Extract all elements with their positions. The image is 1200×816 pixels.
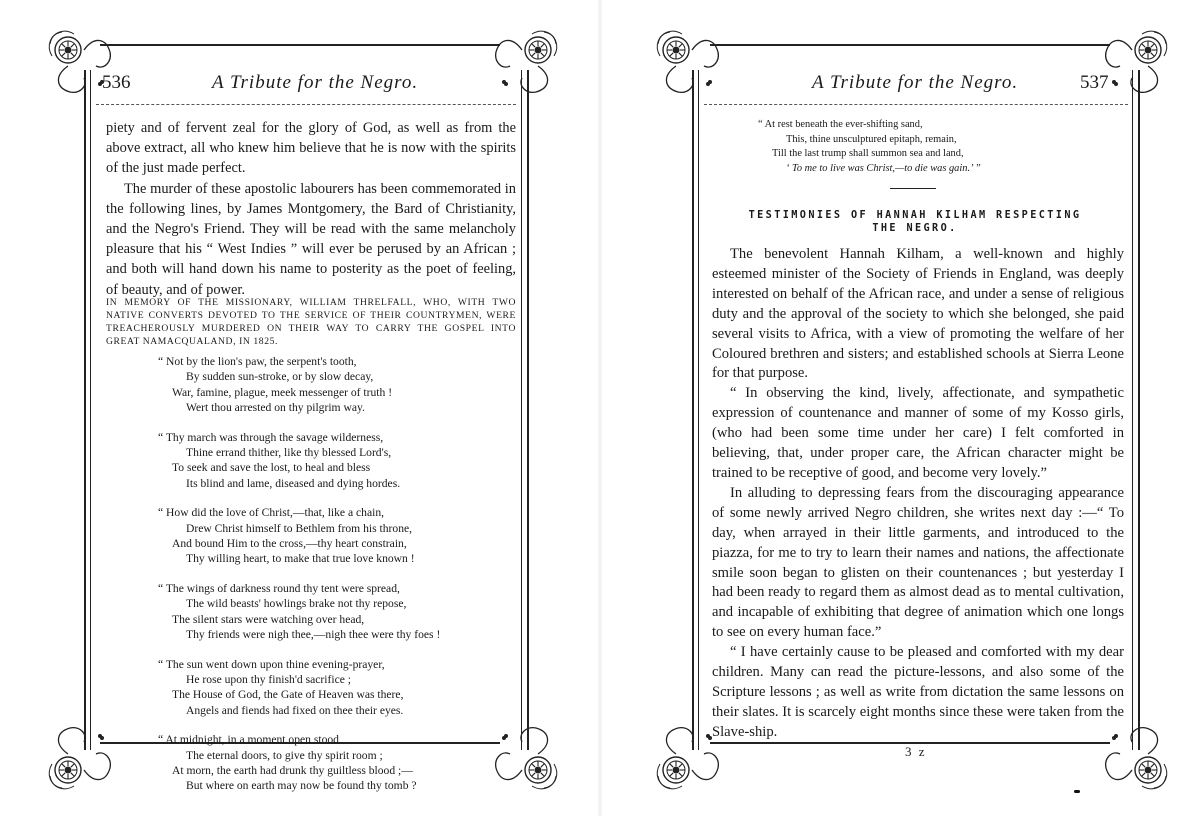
frame-right-edge (527, 70, 529, 750)
right-page (600, 0, 1200, 816)
frame-right-edge-inner (1132, 70, 1133, 750)
corner-ornament-bottom-left (44, 724, 114, 794)
ink-speck (1074, 790, 1080, 793)
poem (158, 354, 508, 808)
poem-stanza (158, 657, 508, 719)
body-text (712, 245, 1124, 743)
poem-line: The eternal doors, to give thy spirit room ; (186, 748, 383, 762)
section-heading-line: TESTIMONIES OF HANNAH KILHAM RESPECTING (748, 210, 1082, 221)
poem-line: “ At midnight, in a moment open stood (158, 733, 339, 747)
section-divider (890, 188, 936, 189)
poem-line: “ Thy march was through the savage wilderness, (158, 430, 384, 444)
poem-line: Wert thou arrested on thy pilgrim way. (186, 401, 365, 415)
poem-line: Thy friends were nigh thee,—nigh thee were thy foes ! (186, 628, 441, 642)
paragraph: The benevolent Hannah Kilham, a well-known and highly esteemed minister of the Society of Friends in England, was deeply interested on behalf of the African race, and under a sense of religious duty and the approval of the society to which she belonged, she paid several visits to Africa, with a view of promoting the welfare of her Coloured brethren and sisters; and established schools at Sierra Leone for that purpose. (712, 246, 1124, 382)
poem-line: At morn, the earth had drunk thy guiltless blood ;— (172, 763, 413, 777)
paragraph: “ I have certainly cause to be pleased and comforted with my dear children. Many can read the picture-lessons, and also some of the Scripture lessons ; as well as write from dictation the same lessons on their slates. It is scarcely eight months since these were taken from the Slave-ship. (712, 644, 1124, 740)
poem-line: He rose upon thy finish'd sacrifice ; (186, 672, 352, 686)
poem-stanza (158, 581, 508, 643)
paragraph: The murder of these apostolic labourers has been commemorated in the following lines, by James Montgomery, the Bard of Christianity, and the Negro's Friend. They will be read with the same melancholy pleasure that his “ West Indies ” will ever be perused by an African ; and both will hand down his name to posterity as the poet of feeling, of beauty, and of power. (106, 180, 516, 298)
paragraph: piety and of fervent zeal for the glory of God, as well as from the above extract, all who knew him believe that he is now with the spirits of the just made perfect. (106, 120, 516, 177)
frame-left-edge (692, 70, 694, 750)
poem-line: By sudden sun-stroke, or by slow decay, (186, 370, 374, 384)
page-number: 536 (102, 72, 131, 93)
frame-left-edge-inner (698, 70, 699, 750)
poem-caption: IN MEMORY OF THE MISSIONARY, WILLIAM THRELFALL, WHO, WITH TWO NATIVE CONVERTS DEVOTED TO THE SERVICE OF THEIR COUNTRYMEN, WERE TREACHEROUSLY MURDERED ON THEIR WAY TO CARRY THE GOSPEL INTO GREAT NAMACQUALAND, IN 1825. (106, 297, 516, 347)
frame-right-edge (1138, 70, 1140, 750)
paragraph: “ In observing the kind, lively, affectionate, and sympathetic expression of countenance and manner of some of my Kosso girls, (who had been some time under her care) I felt comforted in believing, that, under proper care, the African character might be trained to be receptive of good, and become very lovely.” (712, 385, 1124, 481)
poem-line: “ Not by the lion's paw, the serpent's tooth, (158, 355, 357, 368)
poem-stanza (158, 732, 508, 794)
running-head: A Tribute for the Negro. (212, 72, 419, 93)
poem-line: But where on earth may now be found thy tomb ? (186, 779, 417, 793)
poem-line: Drew Christ himself to Bethlem from his throne, (186, 521, 413, 535)
frame-top-edge (100, 44, 500, 46)
frame-left-edge-inner (90, 70, 91, 750)
poem-line: “ How did the love of Christ,—that, like a chain, (158, 506, 385, 520)
corner-ornament-top-left (652, 26, 722, 96)
poem-line: The silent stars were watching over head, (172, 612, 365, 626)
page-number: 537 (1080, 72, 1109, 93)
frame-right-edge-inner (521, 70, 522, 750)
poem-stanza (158, 430, 508, 492)
header-rule (96, 104, 516, 105)
frame-left-edge (84, 70, 86, 750)
epitaph-line: ‘ To me to live was Christ,—to die was gain.’ ” (786, 162, 981, 174)
poem-line: Thy willing heart, to make that true love known ! (186, 552, 415, 566)
poem-line: And bound Him to the cross,—thy heart constrain, (172, 537, 407, 551)
running-head: A Tribute for the Negro. (812, 72, 1019, 93)
poem-line: War, famine, plague, meek messenger of truth ! (172, 385, 393, 399)
signature-mark: 3 z (905, 744, 927, 759)
poem-line: Angels and fiends had fixed on thee their eyes. (186, 703, 404, 717)
frame-top-edge (710, 44, 1110, 46)
poem-line: Its blind and lame, diseased and dying hordes. (186, 476, 401, 490)
epitaph-line: This, thine unsculptured epitaph, remain, (786, 133, 957, 145)
poem-line: To seek and save the lost, to heal and bless (172, 461, 371, 475)
epitaph-line: “ At rest beneath the ever-shifting sand, (758, 119, 923, 130)
epitaph-line: Till the last trump shall summon sea and land, (772, 148, 964, 160)
paragraph: In alluding to depressing fears from the discouraging appearance of some newly arrived Negro children, she writes next day :—“ To day, when arrayed in their little garments, and introduced to the piazza, for me to try to learn their names and nations, the affectionate smile soon began to glisten on their countenances ; but yesterday I had been ready to regard them as almost dead as to mental cultivation, and incapable of exhibiting that degree of animation which one longs to see on every human face.” (712, 484, 1124, 641)
body-text (106, 118, 516, 300)
epitaph (758, 118, 1098, 176)
header-rule (704, 104, 1128, 105)
poem-line: “ The wings of darkness round thy tent were spread, (158, 581, 400, 595)
poem-stanza (158, 505, 508, 567)
section-heading (710, 209, 1120, 235)
poem-line: “ The sun went down upon thine evening-prayer, (158, 657, 385, 671)
poem-line: The wild beasts' howlings brake not thy repose, (186, 597, 407, 611)
poem-line: Thine errand thither, like thy blessed Lord's, (186, 446, 392, 460)
corner-ornament-top-right (1102, 26, 1172, 96)
corner-ornament-top-right (492, 26, 562, 96)
poem-stanza (158, 354, 508, 416)
section-heading-line: THE NEGRO. (872, 223, 958, 234)
poem-line: The House of God, the Gate of Heaven was there, (172, 688, 404, 702)
